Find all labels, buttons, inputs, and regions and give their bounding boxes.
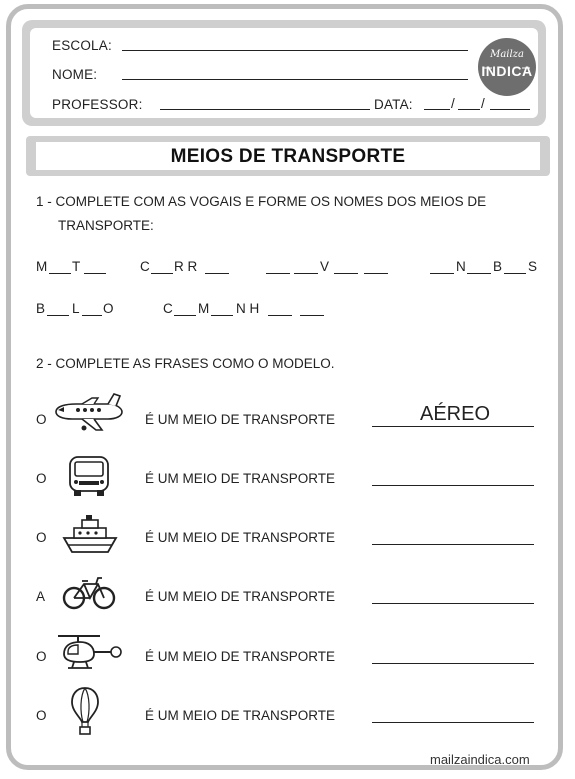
row-phrase: É UM MEIO DE TRANSPORTE <box>145 589 336 604</box>
answer-line[interactable] <box>372 426 534 427</box>
answer-line[interactable] <box>372 722 534 723</box>
answer-text: AÉREO <box>420 403 491 425</box>
teacher-field[interactable] <box>160 109 370 110</box>
word-letter: N H <box>236 301 260 316</box>
school-field[interactable] <box>122 50 468 51</box>
vowel-blank[interactable] <box>49 273 71 274</box>
vowel-blank[interactable] <box>211 315 233 316</box>
row-article: O <box>36 530 47 545</box>
row-phrase: É UM MEIO DE TRANSPORTE <box>145 530 336 545</box>
vowel-blank[interactable] <box>467 273 491 274</box>
footer-website: mailzaindica.com <box>430 752 530 767</box>
date-year-field[interactable] <box>490 109 530 110</box>
row-article: O <box>36 471 47 486</box>
word-letter: C <box>140 259 150 274</box>
hot-air-balloon-icon <box>70 686 100 736</box>
logo-arrow-icon <box>484 66 530 70</box>
date-separator: / <box>481 96 485 111</box>
answer-line[interactable] <box>372 485 534 486</box>
teacher-label: PROFESSOR: <box>52 97 143 112</box>
word-letter: M <box>198 301 210 316</box>
word-letter: M <box>36 259 48 274</box>
row-phrase: É UM MEIO DE TRANSPORTE <box>145 708 336 723</box>
vowel-blank[interactable] <box>174 315 196 316</box>
vowel-blank[interactable] <box>430 273 454 274</box>
answer-line[interactable] <box>372 544 534 545</box>
title-inner <box>36 142 540 170</box>
airplane-icon <box>52 392 126 434</box>
date-month-field[interactable] <box>458 109 480 110</box>
logo-line1: Mailza <box>490 49 524 60</box>
bus-icon <box>66 454 112 498</box>
word-letter: S <box>528 259 538 274</box>
word-letter: N <box>456 259 466 274</box>
ship-icon <box>60 512 120 556</box>
row-phrase: É UM MEIO DE TRANSPORTE <box>145 412 336 427</box>
helicopter-icon <box>56 632 124 672</box>
date-separator: / <box>451 96 455 111</box>
answer-line[interactable] <box>372 603 534 604</box>
vowel-blank[interactable] <box>334 273 358 274</box>
bicycle-icon <box>62 574 116 610</box>
mailza-indica-logo <box>478 38 536 96</box>
row-article: O <box>36 708 47 723</box>
vowel-blank[interactable] <box>300 315 324 316</box>
word-letter: V <box>320 259 330 274</box>
vowel-blank[interactable] <box>268 315 292 316</box>
word-letter: T <box>72 259 81 274</box>
page-title: MEIOS DE TRANSPORTE <box>170 146 406 167</box>
q1-instruction-line2: TRANSPORTE: <box>58 218 154 233</box>
vowel-blank[interactable] <box>294 273 318 274</box>
word-letter: B <box>36 301 46 316</box>
vowel-blank[interactable] <box>84 273 106 274</box>
vowel-blank[interactable] <box>82 315 102 316</box>
q1-instruction-line1: 1 - COMPLETE COM AS VOGAIS E FORME OS NOMES DOS MEIOS DE <box>36 194 487 209</box>
vowel-blank[interactable] <box>47 315 69 316</box>
school-label: ESCOLA: <box>52 38 112 53</box>
word-letter: R R <box>174 259 198 274</box>
row-article: O <box>36 412 47 427</box>
word-letter: L <box>72 301 80 316</box>
row-article: O <box>36 649 47 664</box>
answer-line[interactable] <box>372 663 534 664</box>
date-label: DATA: <box>374 97 413 112</box>
word-letter: B <box>493 259 503 274</box>
word-letter: O <box>103 301 114 316</box>
row-article: A <box>36 589 46 604</box>
vowel-blank[interactable] <box>151 273 173 274</box>
date-day-field[interactable] <box>424 109 450 110</box>
name-field[interactable] <box>122 79 468 80</box>
word-letter: C <box>163 301 173 316</box>
vowel-blank[interactable] <box>205 273 229 274</box>
logo-line2: INDICA <box>481 63 533 79</box>
vowel-blank[interactable] <box>504 273 526 274</box>
q2-instruction: 2 - COMPLETE AS FRASES COMO O MODELO. <box>36 356 335 371</box>
name-label: NOME: <box>52 67 98 82</box>
row-phrase: É UM MEIO DE TRANSPORTE <box>145 649 336 664</box>
row-phrase: É UM MEIO DE TRANSPORTE <box>145 471 336 486</box>
title-bar <box>26 136 550 176</box>
vowel-blank[interactable] <box>266 273 290 274</box>
vowel-blank[interactable] <box>364 273 388 274</box>
